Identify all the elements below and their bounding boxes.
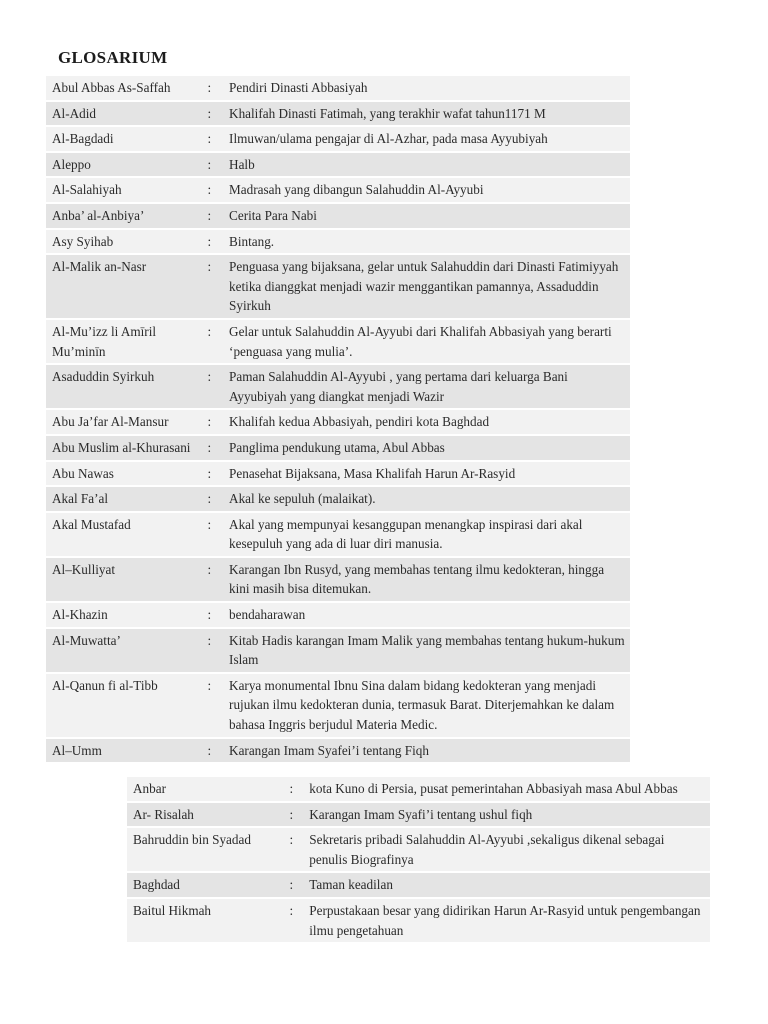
glossary-row	[46, 203, 630, 229]
glossary-separator: :	[201, 673, 229, 738]
glossary-separator: :	[201, 152, 229, 178]
glossary-definition: Ilmuwan/ulama pengajar di Al-Azhar, pada masa Ayyubiyah	[229, 126, 630, 152]
glossary-row	[46, 602, 630, 628]
glossary-row	[46, 557, 630, 602]
glossary-term: Abu Nawas	[46, 461, 201, 487]
glossary-row	[46, 486, 630, 512]
glossary-term: Asy Syihab	[46, 229, 201, 255]
glossary-definition: Taman keadilan	[309, 872, 710, 898]
glossary-definition: Cerita Para Nabi	[229, 203, 630, 229]
glossary-term: Anba’ al-Anbiya’	[46, 203, 201, 229]
glossary-separator: :	[283, 827, 309, 872]
glossary-definition: Penguasa yang bijaksana, gelar untuk Salahuddin dari Dinasti Fatimiyyah ketika dianggkat menjadi wazir menggantikan pamannya, Assaduddin Syirkuh	[229, 254, 630, 319]
glossary-term: Al-Salahiyah	[46, 177, 201, 203]
glossary-term: Al-Muwatta’	[46, 628, 201, 673]
glossary-row	[46, 409, 630, 435]
glossary-definition: Kitab Hadis karangan Imam Malik yang membahas tentang hukum-hukum Islam	[229, 628, 630, 673]
glossary-separator: :	[201, 319, 229, 364]
glossary-definition: Akal yang mempunyai kesanggupan menangkap inspirasi dari akal kesepuluh yang ada di luar diri manusia.	[229, 512, 630, 557]
glossary-table-1-body	[46, 76, 630, 763]
glossary-row	[127, 827, 710, 872]
glossary-separator: :	[283, 802, 309, 828]
glossary-term: Al-Qanun fi al-Tibb	[46, 673, 201, 738]
glossary-term: Baghdad	[127, 872, 283, 898]
glossary-separator: :	[201, 628, 229, 673]
glossary-row	[46, 364, 630, 409]
glossary-definition: Pendiri Dinasti Abbasiyah	[229, 76, 630, 101]
glossary-term: Al-Mu’izz li Amīril Mu’minīn	[46, 319, 201, 364]
glossary-separator: :	[283, 898, 309, 943]
glossary-row	[46, 254, 630, 319]
glossary-row	[127, 802, 710, 828]
glossary-row	[46, 512, 630, 557]
glossary-term: Abul Abbas As-Saffah	[46, 76, 201, 101]
glossary-separator: :	[201, 76, 229, 101]
glossary-separator: :	[201, 512, 229, 557]
glossary-separator: :	[201, 435, 229, 461]
glossary-definition: Khalifah Dinasti Fatimah, yang terakhir wafat tahun1171 M	[229, 101, 630, 127]
glossary-separator: :	[201, 177, 229, 203]
glossary-definition: Akal ke sepuluh (malaikat).	[229, 486, 630, 512]
glossary-row	[46, 319, 630, 364]
glossary-separator: :	[201, 101, 229, 127]
glossary-term: Akal Fa’al	[46, 486, 201, 512]
glossary-row	[46, 229, 630, 255]
glossary-row	[127, 898, 710, 943]
glossary-term: Abu Muslim al-Khurasani	[46, 435, 201, 461]
glossary-definition: Khalifah kedua Abbasiyah, pendiri kota Baghdad	[229, 409, 630, 435]
glossary-separator: :	[201, 557, 229, 602]
glossary-definition: Karangan Imam Syafei’i tentang Fiqh	[229, 738, 630, 764]
glossary-definition: Paman Salahuddin Al-Ayyubi , yang pertama dari keluarga Bani Ayyubiyah yang diangkat menjadi Wazir	[229, 364, 630, 409]
glossary-separator: :	[201, 738, 229, 764]
glossary-table-2	[127, 777, 710, 944]
glossary-row	[46, 177, 630, 203]
glossary-separator: :	[283, 872, 309, 898]
glossary-row	[46, 673, 630, 738]
glossary-separator: :	[201, 203, 229, 229]
glossary-definition: kota Kuno di Persia, pusat pemerintahan Abbasiyah masa Abul Abbas	[309, 777, 710, 802]
glossary-row	[46, 76, 630, 101]
glossary-definition: Gelar untuk Salahuddin Al-Ayyubi dari Khalifah Abbasiyah yang berarti ‘penguasa yang mulia’.	[229, 319, 630, 364]
glossary-definition: Madrasah yang dibangun Salahuddin Al-Ayyubi	[229, 177, 630, 203]
glossary-term: Al–Kulliyat	[46, 557, 201, 602]
glossary-separator: :	[201, 602, 229, 628]
glossary-definition: bendaharawan	[229, 602, 630, 628]
glossary-definition: Panglima pendukung utama, Abul Abbas	[229, 435, 630, 461]
glossary-term: Akal Mustafad	[46, 512, 201, 557]
page-title: GLOSARIUM	[58, 48, 168, 67]
glossary-definition: Karangan Imam Syafi’i tentang ushul fiqh	[309, 802, 710, 828]
glossary-definition: Halb	[229, 152, 630, 178]
glossary-separator: :	[201, 461, 229, 487]
glossary-row	[46, 435, 630, 461]
glossary-definition: Bintang.	[229, 229, 630, 255]
glossary-separator: :	[201, 229, 229, 255]
glossary-term: Al-Khazin	[46, 602, 201, 628]
glossary-row	[127, 872, 710, 898]
glossary-term: Anbar	[127, 777, 283, 802]
glossary-table-1	[46, 76, 630, 764]
glossary-term: Aleppo	[46, 152, 201, 178]
glossary-row	[127, 777, 710, 802]
glossary-term: Asaduddin Syirkuh	[46, 364, 201, 409]
glossary-row	[46, 101, 630, 127]
glossary-row	[46, 126, 630, 152]
glossary-row	[46, 738, 630, 764]
glossary-term: Al-Malik an-Nasr	[46, 254, 201, 319]
glossary-term: Bahruddin bin Syadad	[127, 827, 283, 872]
glossary-term: Al–Umm	[46, 738, 201, 764]
glossary-row	[46, 152, 630, 178]
glossary-definition: Penasehat Bijaksana, Masa Khalifah Harun Ar-Rasyid	[229, 461, 630, 487]
glossary-table-2-body	[127, 777, 710, 943]
glossary-separator: :	[283, 777, 309, 802]
glossary-term: Abu Ja’far Al-Mansur	[46, 409, 201, 435]
glossary-row	[46, 628, 630, 673]
glossary-term: Al-Adid	[46, 101, 201, 127]
glossary-separator: :	[201, 254, 229, 319]
glossary-definition: Karya monumental Ibnu Sina dalam bidang kedokteran yang menjadi rujukan ilmu kedokteran dunia, termasuk Barat. Diterjemahkan ke dalam bahasa Inggris berjudul Materia Medic.	[229, 673, 630, 738]
glossary-definition: Perpustakaan besar yang didirikan Harun Ar-Rasyid untuk pengembangan ilmu pengetahuan	[309, 898, 710, 943]
glossary-term: Baitul Hikmah	[127, 898, 283, 943]
glossary-separator: :	[201, 364, 229, 409]
glossary-separator: :	[201, 486, 229, 512]
glossary-definition: Sekretaris pribadi Salahuddin Al-Ayyubi ,sekaligus dikenal sebagai penulis Biografinya	[309, 827, 710, 872]
glossary-term: Ar- Risalah	[127, 802, 283, 828]
glossary-separator: :	[201, 409, 229, 435]
glossary-separator: :	[201, 126, 229, 152]
glossary-definition: Karangan Ibn Rusyd, yang membahas tentang ilmu kedokteran, hingga kini masih bisa ditemukan.	[229, 557, 630, 602]
glossary-row	[46, 461, 630, 487]
glossary-term: Al-Bagdadi	[46, 126, 201, 152]
